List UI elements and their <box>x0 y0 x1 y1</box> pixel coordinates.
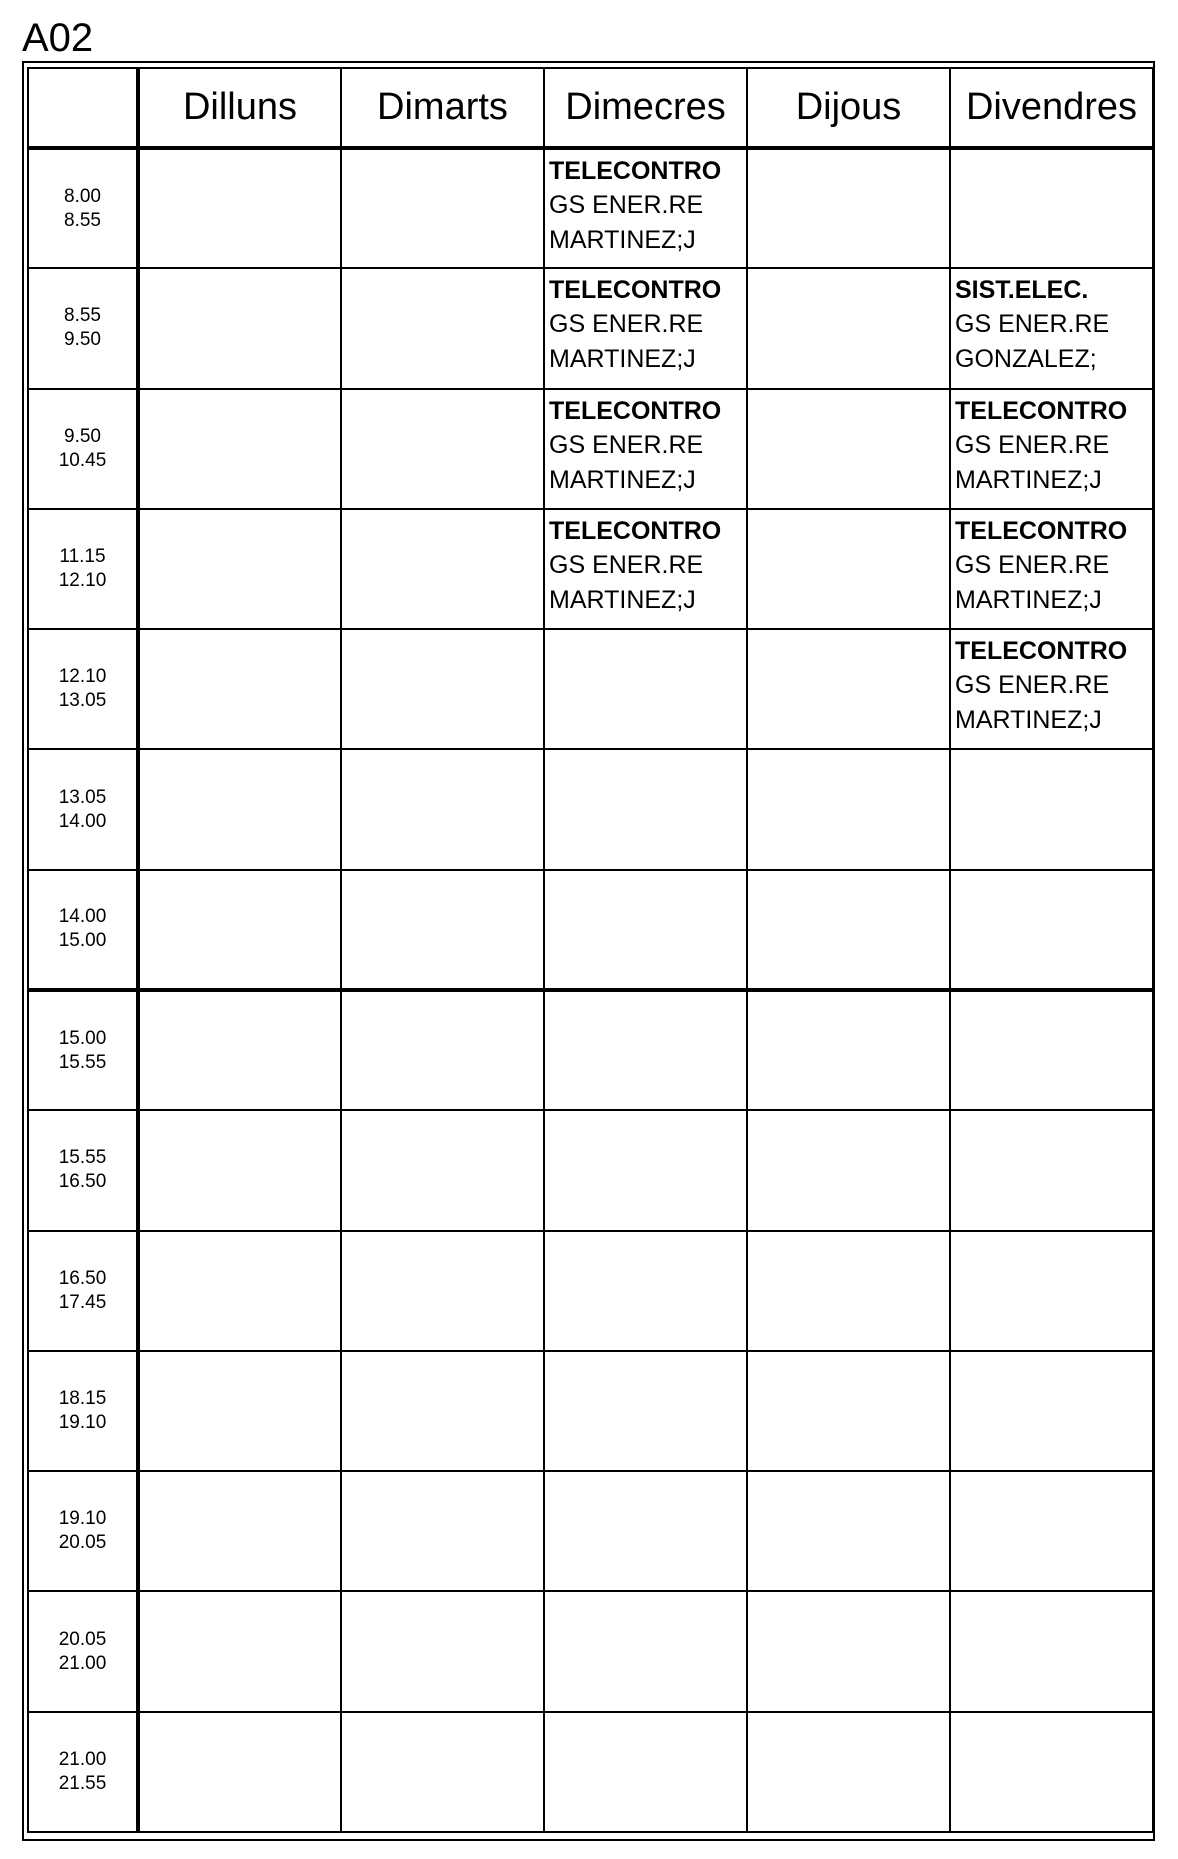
time-cell <box>28 870 138 990</box>
class-group: GS ENER.RE <box>955 310 1110 339</box>
slot-cell-dilluns <box>138 870 341 990</box>
time-slot-row <box>28 1471 1153 1591</box>
slot-cell-divendres <box>950 1231 1153 1351</box>
slot-cell-dimarts <box>341 629 544 749</box>
class-teacher: MARTINEZ;J <box>955 465 1102 494</box>
slot-start-time: 15.55 <box>58 1147 107 1169</box>
slot-cell-dijous <box>747 1351 950 1471</box>
slot-cell-dilluns <box>138 629 341 749</box>
slot-cell-dimecres <box>544 1351 747 1471</box>
time-slot-row <box>28 1231 1153 1351</box>
time-slot-row <box>28 1110 1153 1230</box>
slot-cell-dimarts <box>341 1351 544 1471</box>
slot-cell-dimecres <box>544 990 747 1110</box>
class-group: GS ENER.RE <box>549 550 704 579</box>
slot-start-time: 15.00 <box>58 1027 107 1049</box>
slot-cell-dilluns <box>138 1591 341 1711</box>
page-title: A02 <box>22 16 94 60</box>
slot-end-time: 17.45 <box>58 1291 107 1313</box>
time-cell <box>28 749 138 869</box>
time-slot-row <box>28 749 1153 869</box>
time-cell <box>28 629 138 749</box>
class-teacher: MARTINEZ;J <box>955 706 1102 735</box>
slot-end-time: 15.00 <box>58 930 107 952</box>
slot-cell-divendres <box>950 1110 1153 1230</box>
class-entry <box>951 630 1152 738</box>
slot-cell-divendres <box>950 1351 1153 1471</box>
timetable <box>27 67 1154 1833</box>
class-group: GS ENER.RE <box>549 430 704 459</box>
class-teacher: GONZALEZ; <box>955 345 1097 374</box>
time-cell <box>28 1591 138 1711</box>
slot-cell-dijous <box>747 268 950 388</box>
time-cell <box>28 148 138 268</box>
slot-end-time: 10.45 <box>58 449 107 471</box>
class-subject: TELECONTRO <box>549 276 722 305</box>
class-entry <box>545 510 746 618</box>
time-slot-row <box>28 1712 1153 1832</box>
slot-end-time: 8.55 <box>64 209 101 231</box>
slot-cell-dijous <box>747 1110 950 1230</box>
class-entry <box>951 269 1152 377</box>
slot-cell-divendres <box>950 1591 1153 1711</box>
slot-cell-dijous <box>747 1471 950 1591</box>
day-header-divendres: Divendres <box>950 68 1153 148</box>
class-group: GS ENER.RE <box>549 310 704 339</box>
slot-cell-dijous <box>747 870 950 990</box>
slot-cell-dimecres <box>544 1231 747 1351</box>
slot-cell-divendres <box>950 629 1153 749</box>
slot-cell-dilluns <box>138 749 341 869</box>
slot-start-time: 18.15 <box>58 1387 107 1409</box>
slot-cell-divendres <box>950 148 1153 268</box>
slot-cell-dilluns <box>138 1471 341 1591</box>
class-subject: TELECONTRO <box>549 516 722 545</box>
time-cell <box>28 1712 138 1832</box>
slot-cell-dimecres <box>544 870 747 990</box>
corner-cell <box>28 68 138 148</box>
slot-cell-divendres <box>950 389 1153 509</box>
class-entry <box>545 150 746 258</box>
slot-cell-dijous <box>747 990 950 1110</box>
class-subject: TELECONTRO <box>955 516 1128 545</box>
time-slot-row <box>28 1591 1153 1711</box>
class-group: GS ENER.RE <box>955 550 1110 579</box>
time-slot-row <box>28 148 1153 268</box>
time-cell <box>28 268 138 388</box>
slot-cell-dijous <box>747 389 950 509</box>
slot-end-time: 16.50 <box>58 1171 107 1193</box>
slot-start-time: 12.10 <box>58 666 107 688</box>
slot-start-time: 13.05 <box>58 786 107 808</box>
slot-cell-dilluns <box>138 389 341 509</box>
slot-end-time: 15.55 <box>58 1051 107 1073</box>
slot-cell-dimecres <box>544 268 747 388</box>
class-entry <box>951 510 1152 618</box>
class-teacher: MARTINEZ;J <box>549 585 696 614</box>
time-cell <box>28 1471 138 1591</box>
time-slot-row <box>28 389 1153 509</box>
time-slot-row <box>28 629 1153 749</box>
time-cell <box>28 389 138 509</box>
slot-start-time: 11.15 <box>59 545 106 567</box>
class-teacher: MARTINEZ;J <box>549 345 696 374</box>
slot-cell-dimarts <box>341 148 544 268</box>
timetable-body <box>28 148 1153 1832</box>
slot-cell-dilluns <box>138 990 341 1110</box>
slot-cell-dilluns <box>138 148 341 268</box>
slot-cell-dimecres <box>544 629 747 749</box>
slot-cell-dimecres <box>544 148 747 268</box>
time-cell <box>28 1351 138 1471</box>
slot-cell-dilluns <box>138 509 341 629</box>
slot-cell-dijous <box>747 1591 950 1711</box>
slot-cell-dijous <box>747 148 950 268</box>
slot-end-time: 9.50 <box>64 329 101 351</box>
slot-cell-dimecres <box>544 1110 747 1230</box>
slot-cell-dilluns <box>138 1110 341 1230</box>
slot-end-time: 21.00 <box>58 1652 107 1674</box>
time-slot-row <box>28 509 1153 629</box>
class-subject: TELECONTRO <box>955 637 1128 666</box>
class-subject: TELECONTRO <box>955 396 1128 425</box>
slot-cell-dimarts <box>341 1591 544 1711</box>
day-header-dijous: Dijous <box>747 68 950 148</box>
slot-cell-dilluns <box>138 1231 341 1351</box>
slot-start-time: 8.55 <box>64 305 101 327</box>
day-header-dilluns: Dilluns <box>138 68 341 148</box>
slot-start-time: 20.05 <box>58 1628 107 1650</box>
slot-cell-dimarts <box>341 1110 544 1230</box>
class-subject: SIST.ELEC. <box>955 276 1089 305</box>
slot-cell-dilluns <box>138 268 341 388</box>
slot-cell-dimarts <box>341 749 544 869</box>
class-subject: TELECONTRO <box>549 396 722 425</box>
slot-cell-divendres <box>950 1712 1153 1832</box>
slot-end-time: 13.05 <box>58 690 107 712</box>
class-group: GS ENER.RE <box>955 671 1110 700</box>
time-cell <box>28 990 138 1110</box>
time-slot-row <box>28 990 1153 1110</box>
slot-cell-dimarts <box>341 389 544 509</box>
slot-cell-dimarts <box>341 870 544 990</box>
slot-cell-dimarts <box>341 1471 544 1591</box>
slot-end-time: 20.05 <box>58 1532 107 1554</box>
class-teacher: MARTINEZ;J <box>549 465 696 494</box>
slot-cell-dijous <box>747 1712 950 1832</box>
slot-end-time: 12.10 <box>58 569 107 591</box>
slot-start-time: 16.50 <box>58 1267 107 1289</box>
slot-cell-divendres <box>950 1471 1153 1591</box>
class-entry <box>951 390 1152 498</box>
time-slot-row <box>28 1351 1153 1471</box>
slot-cell-dimecres <box>544 1712 747 1832</box>
class-entry <box>545 390 746 498</box>
slot-start-time: 14.00 <box>58 906 107 928</box>
header-row <box>28 68 1153 148</box>
slot-start-time: 19.10 <box>58 1508 107 1530</box>
time-cell <box>28 1231 138 1351</box>
day-header-dimarts: Dimarts <box>341 68 544 148</box>
slot-cell-dijous <box>747 629 950 749</box>
slot-cell-dimarts <box>341 1231 544 1351</box>
class-group: GS ENER.RE <box>955 430 1110 459</box>
slot-cell-divendres <box>950 870 1153 990</box>
slot-start-time: 8.00 <box>64 185 101 207</box>
slot-cell-dijous <box>747 509 950 629</box>
slot-cell-divendres <box>950 749 1153 869</box>
slot-cell-dimecres <box>544 389 747 509</box>
slot-cell-dimarts <box>341 509 544 629</box>
slot-start-time: 9.50 <box>64 425 101 447</box>
time-cell <box>28 509 138 629</box>
time-cell <box>28 1110 138 1230</box>
slot-cell-dijous <box>747 749 950 869</box>
slot-cell-dilluns <box>138 1712 341 1832</box>
class-entry <box>545 269 746 377</box>
slot-cell-dimarts <box>341 268 544 388</box>
slot-cell-divendres <box>950 268 1153 388</box>
slot-cell-divendres <box>950 990 1153 1110</box>
slot-cell-dilluns <box>138 1351 341 1471</box>
slot-end-time: 19.10 <box>58 1411 107 1433</box>
slot-cell-dimecres <box>544 509 747 629</box>
class-subject: TELECONTRO <box>549 157 722 185</box>
slot-start-time: 21.00 <box>58 1748 107 1770</box>
slot-cell-dimecres <box>544 1591 747 1711</box>
time-slot-row <box>28 268 1153 388</box>
day-header-dimecres: Dimecres <box>544 68 747 148</box>
slot-end-time: 21.55 <box>58 1772 107 1794</box>
class-group: GS ENER.RE <box>549 191 704 219</box>
slot-cell-dimecres <box>544 749 747 869</box>
slot-cell-dimarts <box>341 990 544 1110</box>
slot-cell-divendres <box>950 509 1153 629</box>
slot-cell-dimecres <box>544 1471 747 1591</box>
slot-cell-dimarts <box>341 1712 544 1832</box>
slot-end-time: 14.00 <box>58 810 107 832</box>
class-teacher: MARTINEZ;J <box>955 585 1102 614</box>
class-teacher: MARTINEZ;J <box>549 226 696 254</box>
time-slot-row <box>28 870 1153 990</box>
slot-cell-dijous <box>747 1231 950 1351</box>
